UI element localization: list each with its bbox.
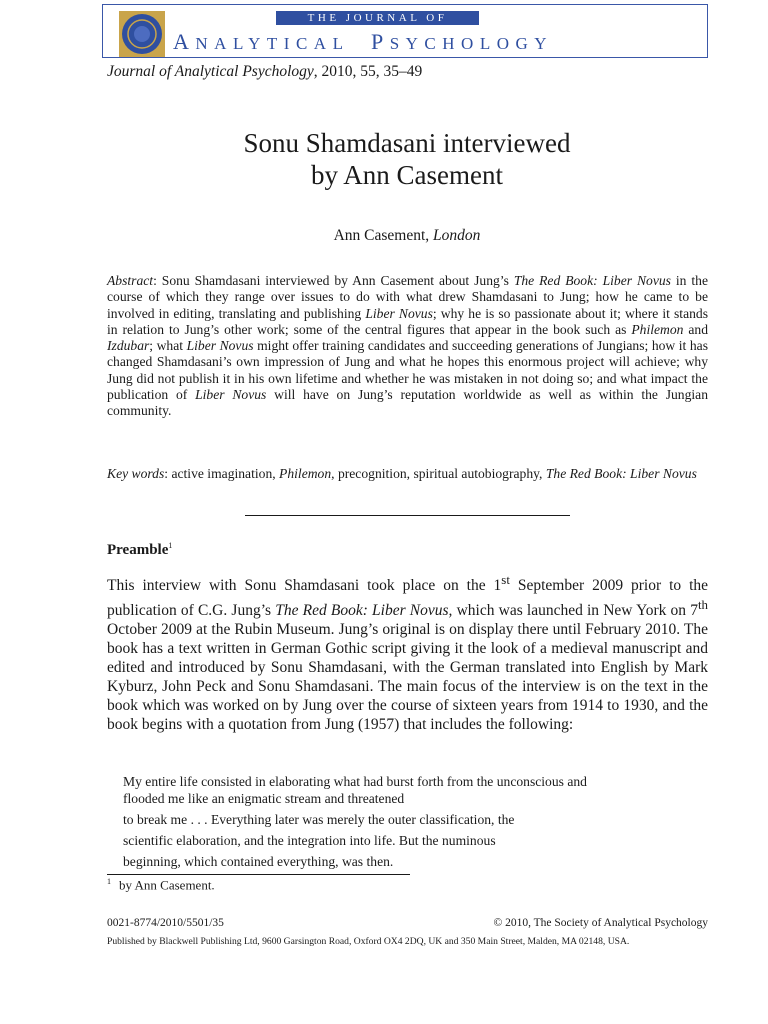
keywords: Key words: active imagination, Philemon, precognition, spiritual autobiography, The Red Book: Liber Novus [107,466,697,481]
journal-seal-icon [119,11,165,57]
footnote-reference[interactable]: 1 [168,541,173,550]
block-quote [123,773,708,870]
author-location: London [433,227,481,244]
footnote-mark: 1 [107,877,111,886]
abstract: Abstract: Sonu Shamdasani interviewed by Ann Casement about Jung’s The Red Book: Liber Novus in the course of which they range over issues to do with what drew Shamdasani to Jung; how he came to be involved in editing, translating and publishing Liber Novus; why he is so passionate about it; where it stands in relation to Jung’s other work; some of the central figures that appear in the book such as Philemon and Izdubar; what Liber Novus might offer training candidates and succeeding generations of Jungians; how it has changed Shamdasani’s own impression of Jung and what he hopes this enormous project will achieve; why Jung did not publish it in his own lifetime and whether he was mistaken in not doing so; and what impact the publication of Liber Novus will have on Jung’s reputation worldwide as well as within the Jungian community. [107,273,709,419]
citation-journal: Journal of Analytical Psychology [107,63,314,80]
quote-line: beginning, which contained everything, was then. [123,854,394,869]
copyright-notice: © 2010, The Society of Analytical Psychology [493,917,708,929]
quote-line: My entire life consisted in elaborating what had burst forth from the unconscious and [123,774,587,789]
article-title [107,127,707,191]
journal-masthead-top-label: THE JOURNAL OF [276,11,479,25]
journal-masthead [102,4,708,58]
article-title-line-1: Sonu Shamdasani interviewed [243,128,571,158]
quote-line: to break me . . . Everything later was merely the outer classification, the [123,812,515,827]
issn-code: 0021-8774/2010/5501/35 [107,917,224,929]
footnote-divider [107,874,410,875]
citation-details: , 2010, 55, 35–49 [313,63,423,80]
footnote [107,877,215,893]
journal-masthead-name: ANALYTICAL PSYCHOLOGY [173,29,554,54]
article-author [107,227,707,245]
section-divider [245,515,570,516]
quote-line: scientific elaboration, and the integration into life. But the numinous [123,833,496,848]
article-title-line-2: by Ann Casement [311,160,503,190]
quote-line: flooded me like an enigmatic stream and threatened [123,791,405,806]
section-heading-preamble: Preamble$^1$ [107,541,173,558]
keywords-label: Key words [107,466,165,481]
preamble-paragraph: This interview with Sonu Shamdasani took place on the 1st September 2009 prior to the publication of C.G. Jung’s The Red Book: Liber Novus, which was launched in New York on 7th October 2009 at the Rubin Museum. Jung’s original is on display there until February 2010. The book has a text written in German Gothic script giving it the look of a medieval manuscript and edited and introduced by Sonu Shamdasani, with the German translated into English by Mark Kyburz, John Peck and Sonu Shamdasani. The main focus of the interview is on the text in the book which was worked on by Jung over the course of sixteen years from 1914 to 1930, and the book begins with a quotation from Jung (1957) that includes the following: [107,572,708,734]
citation-line [107,63,422,81]
abstract-label: Abstract [107,273,154,288]
footnote-text: by Ann Casement. [119,877,215,893]
author-name: Ann Casement, [333,227,430,244]
publisher-notice: Published by Blackwell Publishing Ltd, 9600 Garsington Road, Oxford OX4 2DQ, UK and 350 Main Street, Malden, MA 02148, USA. [107,936,630,947]
